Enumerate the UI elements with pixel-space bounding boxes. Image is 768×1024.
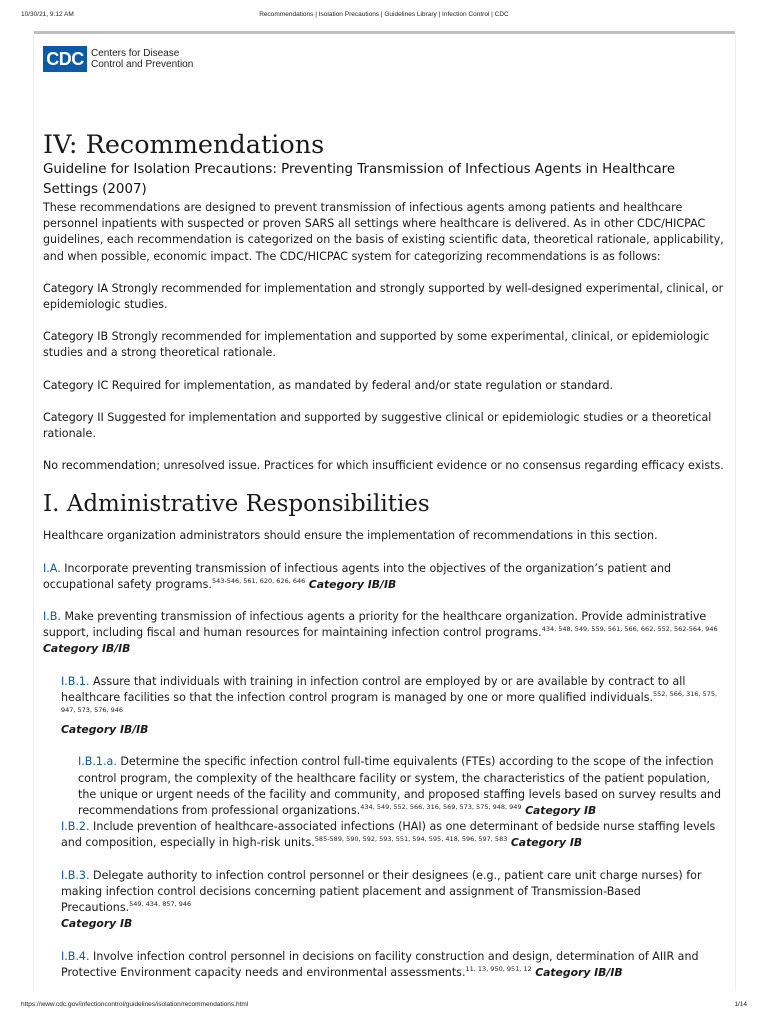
rec-item — [43, 949, 726, 981]
rec-category: Category IB/IB — [43, 642, 131, 656]
rec-text: Include prevention of healthcare-associated infections (HAI) as one determinant of bedside nurse staffing levels and composition, especially in high-risk units. — [61, 820, 716, 850]
rec-id: I.B.1.a. — [78, 755, 117, 769]
category-text: Strongly recommended for implementation and strongly supported by well-designed experimental, clinical, or epidemiologic studies. — [43, 281, 724, 312]
rec-refs[interactable]: 434, 548, 549, 559, 561, 566, 662, 552, 562-564, 946 — [541, 625, 718, 634]
category-label: Category IB — [43, 330, 109, 344]
category-ia — [43, 281, 726, 313]
category-label: No recommendation — [43, 459, 157, 473]
page-subtitle: Guideline for Isolation Precautions: Preventing Transmission of Infectious Agents in Healthcare Settings (2007) — [43, 162, 676, 197]
rec-category: Category IB/IB — [308, 577, 397, 591]
rec-item — [43, 754, 726, 819]
print-page-number: 1/14 — [734, 1001, 747, 1008]
rec-refs[interactable]: 543-546, 561, 620, 626, 646 — [211, 576, 306, 585]
print-date: 10/30/21, 9:12 AM — [21, 11, 74, 18]
print-title: Recommendations | Isolation Precautions | Guidelines Library | Infection Control | CDC — [259, 11, 509, 18]
rec-category: Category IB/IB — [535, 965, 623, 979]
rec-id: I.A. — [43, 561, 61, 575]
rec-id: I.B.1. — [61, 674, 90, 688]
section-intro: Healthcare organization administrators should ensure the implementation of recommendations in this section. — [43, 529, 658, 543]
rec-item — [43, 868, 726, 933]
cdc-logo-text — [91, 48, 193, 70]
no-recommendation — [43, 458, 726, 474]
rec-id: I.B.3. — [61, 868, 90, 882]
rec-text: Involve infection control personnel in decisions on facility construction and design, determination of AIIR and Protective Environment capacity needs and environmental assessments. — [61, 949, 699, 979]
category-ib — [43, 329, 726, 361]
rec-refs[interactable]: 552, 566, 316, 575, 947, 573, 576, 946 — [61, 689, 718, 715]
top-divider — [34, 31, 735, 34]
category-ii — [43, 410, 726, 442]
rec-item — [43, 674, 726, 739]
print-header — [21, 11, 747, 21]
cdc-logo-line1: Centers for Disease — [91, 48, 180, 59]
category-text: ; unresolved issue. Practices for which insufficient evidence or no consensus regarding efficacy exists. — [156, 459, 724, 473]
category-text: Suggested for implementation and supported by suggestive clinical or epidemiologic studies or a theoretical rationale. — [43, 410, 712, 441]
cdc-logo-line2: Control and Prevention — [91, 59, 194, 70]
category-label: Category II — [43, 410, 104, 424]
category-ic — [43, 378, 726, 394]
rec-category: Category IB — [61, 917, 133, 931]
rec-item — [43, 609, 726, 658]
category-text: Strongly recommended for implementation and supported by some experimental, clinical, or epidemiologic studies and a strong theoretical rationale. — [43, 330, 710, 360]
cdc-logo[interactable] — [43, 46, 193, 72]
rec-text: Delegate authority to infection control personnel or their designees (e.g., patient care unit charge nurses) for making infection control decisions concerning patient placement and assignment of Transmission-Based Precautions. — [61, 868, 702, 915]
page-title: IV: Recommendations — [43, 130, 325, 160]
rec-refs[interactable]: 585-589, 590, 592, 593, 551, 594, 595, 418, 596, 597, 583 — [314, 835, 508, 844]
rec-refs[interactable]: 11, 13, 950, 951, 12 — [465, 964, 532, 973]
rec-id: I.B.2. — [61, 820, 90, 834]
rec-text: Make preventing transmission of infectious agents a priority for the healthcare organization. Provide administrative support, including fiscal and human resources for maintaining infection control programs. — [43, 610, 707, 640]
rec-category: Category IB — [525, 804, 597, 818]
rec-refs[interactable]: 549, 434, 857, 946 — [129, 900, 192, 909]
rec-category: Category IB — [510, 836, 583, 850]
main-content — [43, 130, 726, 997]
right-page-rule — [735, 34, 736, 990]
rec-item — [43, 561, 726, 593]
category-label: Category IC — [43, 378, 109, 392]
rec-category: Category IB/IB — [61, 723, 149, 737]
rec-id: I.B. — [43, 610, 61, 624]
rec-id: I.B.4. — [61, 949, 90, 963]
intro-paragraph: These recommendations are designed to prevent transmission of infectious agents among patients and healthcare personnel inpatients with suspected or proven SARS all settings where healthcare is delivered. As in other CDC/HICPAC guidelines, each recommendation is categorized on the basis of existing scientific data, theoretical rationale, applicability, and when possible, economic impact. The CDC/HICPAC system for categorizing recommendations is as follows: — [43, 201, 724, 263]
cdc-logo-mark: CDC — [43, 46, 87, 72]
rec-refs[interactable]: 434, 549, 552, 566, 316, 569, 573, 575, 948, 949 — [360, 803, 522, 812]
category-label: Category IA — [43, 281, 109, 295]
print-url: https://www.cdc.gov/infectioncontrol/guidelines/isolation/recommendations.html — [21, 1001, 249, 1008]
rec-text: Determine the specific infection control full-time equivalents (FTEs) according to the scope of the infection control program, the complexity of the healthcare facility or system, the characteristics of the patient population, the unique or urgent needs of the facility and community, and proposed staffing levels based on survey results and recommendations from professional organizations. — [78, 755, 722, 818]
rec-text: Assure that individuals with training in infection control are employed by or are available by contract to all healthcare facilities so that the infection control program is managed by one or more qualified individuals. — [61, 674, 686, 704]
section-title: I. Administrative Responsibilities — [43, 491, 430, 518]
rec-item — [43, 819, 726, 851]
print-footer — [21, 1001, 747, 1011]
rec-text: Incorporate preventing transmission of infectious agents into the objectives of the organization’s patient and occupational safety programs. — [43, 561, 672, 591]
category-text: Required for implementation, as mandated by federal and/or state regulation or standard. — [108, 378, 614, 392]
left-page-rule — [33, 34, 34, 990]
